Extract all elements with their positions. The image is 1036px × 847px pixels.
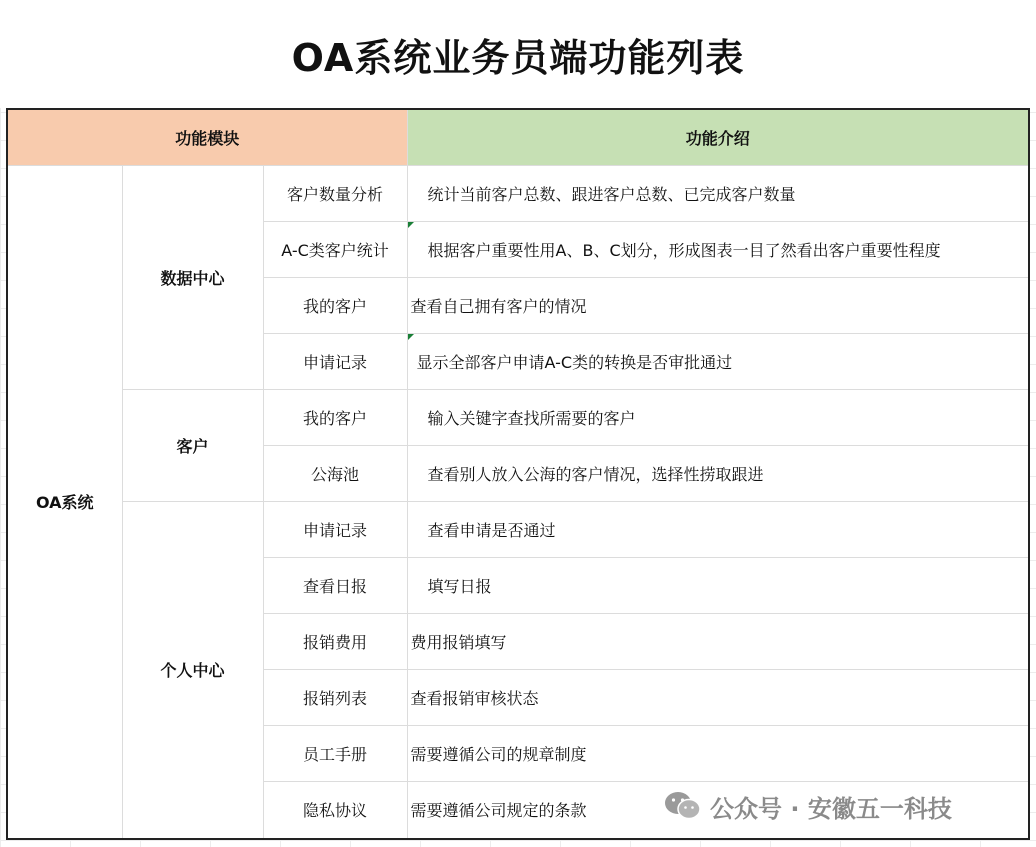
function-desc-text: 输入关键字查找所需要的客户 bbox=[427, 408, 636, 428]
page-title: OA系统业务员端功能列表 bbox=[0, 0, 1036, 108]
function-desc-text: 查看申请是否通过 bbox=[427, 520, 556, 540]
header-function-intro: 功能介绍 bbox=[407, 109, 1029, 165]
function-desc-text: 显示全部客户申请A-C类的转换是否审批通过 bbox=[416, 352, 733, 372]
function-table bbox=[6, 108, 1030, 840]
function-desc-text: 统计当前客户总数、跟进客户总数、已完成客户数量 bbox=[427, 184, 796, 204]
function-desc-text: 需要遵循公司规定的条款 bbox=[410, 801, 587, 821]
function-name: 公海池 bbox=[263, 445, 407, 501]
function-name: 报销费用 bbox=[263, 613, 407, 669]
function-desc bbox=[407, 557, 1029, 613]
function-name: 报销列表 bbox=[263, 669, 407, 725]
function-desc-text: 查看别人放入公海的客户情况，选择性捞取跟进 bbox=[427, 464, 764, 484]
function-desc-text: 需要遵循公司的规章制度 bbox=[410, 744, 587, 764]
function-name: 申请记录 bbox=[263, 501, 407, 557]
function-desc-text: 根据客户重要性用A、B、C划分，形成图表一目了然看出客户重要性程度 bbox=[427, 240, 941, 260]
group-cell-customer: 客户 bbox=[122, 389, 263, 501]
function-desc bbox=[407, 389, 1029, 445]
function-desc bbox=[407, 613, 1029, 669]
function-name: 客户数量分析 bbox=[263, 165, 407, 221]
function-name: 申请记录 bbox=[263, 333, 407, 389]
group-cell-personal-center: 个人中心 bbox=[122, 501, 263, 839]
wechat-icon bbox=[664, 790, 702, 822]
table-row bbox=[7, 389, 1029, 445]
function-name: A-C类客户统计 bbox=[263, 221, 407, 277]
function-desc bbox=[407, 221, 1029, 277]
function-name: 员工手册 bbox=[263, 725, 407, 781]
function-desc-text: 费用报销填写 bbox=[410, 632, 507, 652]
header-function-module: 功能模块 bbox=[7, 109, 407, 165]
function-desc bbox=[407, 165, 1029, 221]
function-desc-text: 填写日报 bbox=[427, 576, 492, 596]
function-desc bbox=[407, 277, 1029, 333]
function-desc bbox=[407, 445, 1029, 501]
function-name: 隐私协议 bbox=[263, 781, 407, 839]
watermark bbox=[664, 784, 952, 828]
comment-marker-icon bbox=[408, 334, 414, 340]
watermark-text: 公众号 · 安徽五一科技 bbox=[710, 794, 952, 823]
function-desc bbox=[407, 725, 1029, 781]
function-desc bbox=[407, 333, 1029, 389]
table-header-row bbox=[7, 109, 1029, 165]
function-desc-text: 查看自己拥有客户的情况 bbox=[410, 296, 587, 316]
function-name: 我的客户 bbox=[263, 389, 407, 445]
function-desc-text: 查看报销审核状态 bbox=[410, 688, 539, 708]
comment-marker-icon bbox=[408, 222, 414, 228]
table-row bbox=[7, 165, 1029, 221]
function-desc bbox=[407, 669, 1029, 725]
function-name: 查看日报 bbox=[263, 557, 407, 613]
group-cell-data-center: 数据中心 bbox=[122, 165, 263, 389]
function-name: 我的客户 bbox=[263, 277, 407, 333]
table-row bbox=[7, 501, 1029, 557]
function-desc bbox=[407, 501, 1029, 557]
system-cell: OA系统 bbox=[7, 165, 122, 839]
